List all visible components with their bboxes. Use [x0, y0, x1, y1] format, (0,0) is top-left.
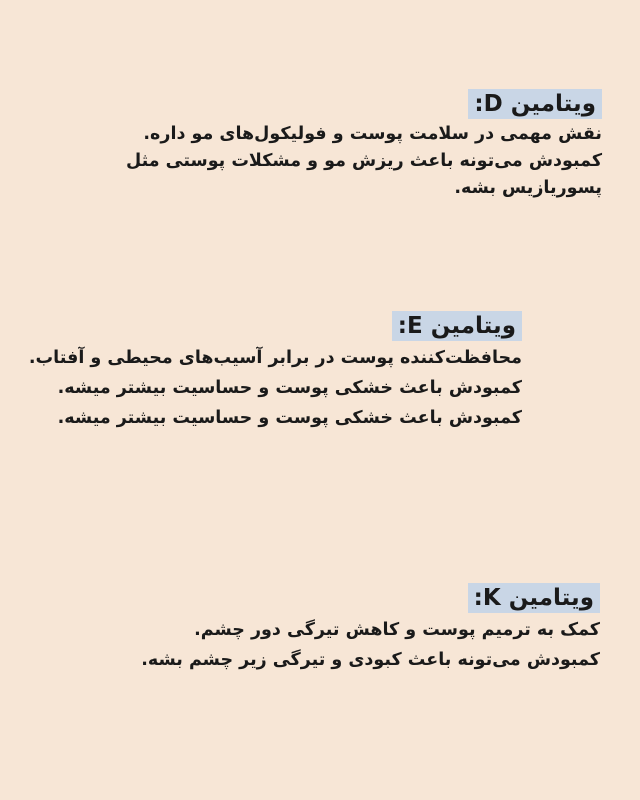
- vitamin-d-line: کمبودش می‌تونه باعث ریزش مو و مشکلات پوستی مثل: [125, 151, 602, 171]
- vitamin-d-line: پسوریازیس بشه.: [454, 178, 602, 198]
- vitamin-e-line: کمبودش باعث خشکی پوست و حساسیت بیشتر میشه.: [57, 408, 522, 428]
- vitamin-d-section: [126, 89, 602, 200]
- vitamin-k-line: کمبودش می‌تونه باعث کبودی و تیرگی زیر چشم بشه.: [141, 650, 600, 670]
- vitamin-d-heading: ویتامین D:: [468, 89, 602, 119]
- vitamin-e-section: [29, 311, 522, 431]
- vitamin-e-heading: ویتامین E:: [392, 311, 522, 341]
- vitamin-e-line: کمبودش باعث خشکی پوست و حساسیت بیشتر میشه.: [57, 378, 522, 398]
- vitamin-k-heading: ویتامین K:: [468, 583, 600, 613]
- vitamin-k-section: [141, 583, 600, 673]
- vitamin-d-line: نقش مهمی در سلامت پوست و فولیکول‌های مو داره.: [143, 124, 602, 144]
- vitamin-e-line: محافظت‌کننده پوست در برابر آسیب‌های محیطی و آفتاب.: [28, 348, 522, 368]
- vitamin-k-line: کمک به ترمیم پوست و کاهش تیرگی دور چشم.: [194, 620, 600, 640]
